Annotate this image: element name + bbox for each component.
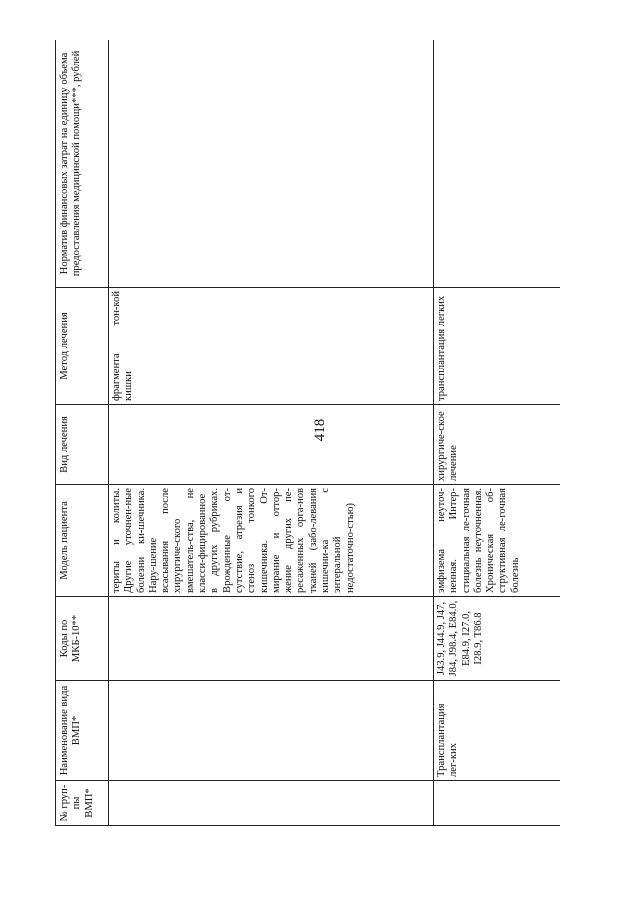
header-model: Модель пациента [56,485,109,597]
cell-model: эмфизема неуточ-ненная. Интер-стициальная ле-гочная болезнь неуточненная. Хроническая об-структивная ле-гочная болезнь [434,485,561,597]
table-frame [55,40,560,826]
cell-kind [109,405,434,485]
rotated-table-container [55,40,560,826]
cell-method: трансплантация легких [434,288,561,405]
header-kind: Вид лечения [56,405,109,485]
cell-model: териты и колиты. Другие уточнен-ные болезни ки-шечника. Нару-шение всасывания после хирургиче-ского вмешатель-ства, не класси-фицированное в других рубриках. Врожденные от-сутствие, атрезия и стеноз тонкого кишечника. От-мирание и оттор-жение других пе-ресаженных орга-нов тканей (забо-левания кишечни-ка с энтеральной недостаточно-стью) [109,485,434,597]
table-header-row [56,40,109,826]
cell-group [434,781,561,826]
cell-codes [109,597,434,681]
cell-kind: хирургиче-ское лечение [434,405,561,485]
page-number: 418 [312,418,328,442]
cell-group [109,781,434,826]
cell-name: Трансплантация лег-ких [434,681,561,781]
table-row [434,40,561,826]
header-name: Наименование вида ВМП* [56,681,109,781]
cell-method: фрагмента тон-кой кишки [109,288,434,405]
header-norm: Норматив финансовых затрат на единицу объема предоставления медицинской помощи***, рублей [56,40,109,288]
vmp-table [55,40,560,826]
cell-name [109,681,434,781]
cell-codes: J43.9, J44.9, J47, J84, J98.4, E84.0, E84.9, I27.0, I28.9, T86.8 [434,597,561,681]
cell-norm [109,40,434,288]
header-group: № груп-пы ВМП* [56,781,109,826]
table-row [109,40,434,826]
header-codes: Коды по МКБ-10** [56,597,109,681]
cell-norm [434,40,561,288]
header-method: Метод лечения [56,288,109,405]
